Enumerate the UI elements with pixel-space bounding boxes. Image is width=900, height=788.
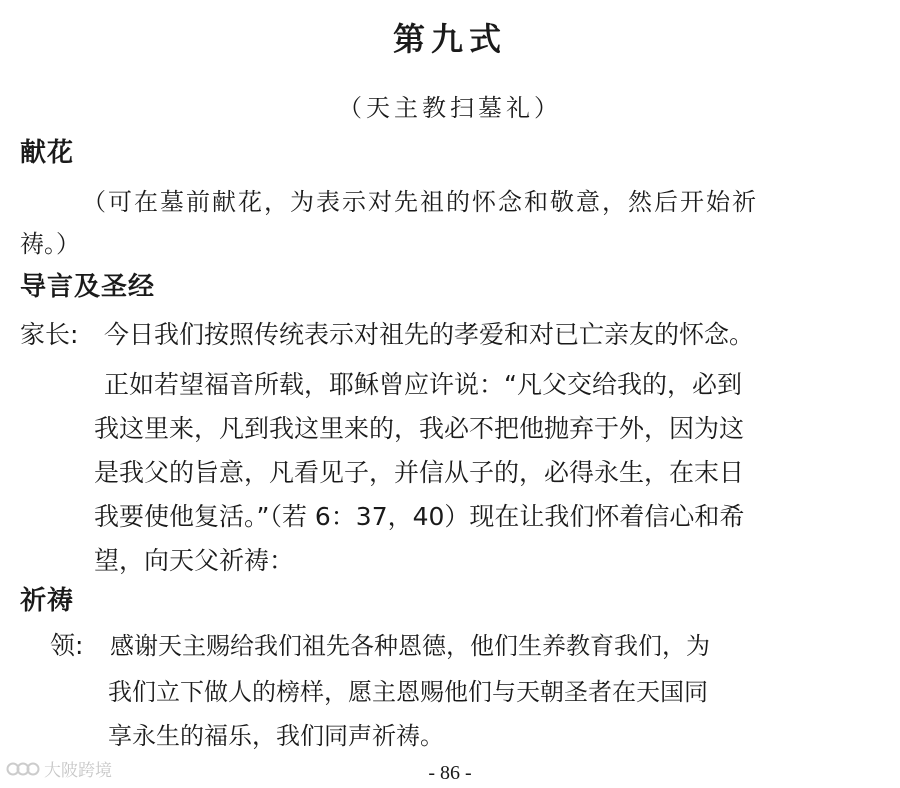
intro-text-line: 今日我们按照传统表示对祖先的孝爱和对已亡亲友的怀念。 — [104, 320, 755, 349]
logo-icon — [6, 758, 40, 780]
watermark — [6, 756, 112, 781]
watermark-text: 大陂跨境 — [44, 761, 112, 781]
page-subtitle: （天主教扫墓礼） — [338, 94, 562, 122]
section-heading-intro: 导言及圣经 — [20, 272, 156, 302]
intro-text-line: 我这里来，凡到我这里来的，我必不把他抛弃于外，因为这 — [94, 414, 745, 443]
intro-text-line: 我要使他复活。”（若 6：37，40）现在让我们怀着信心和希 — [94, 502, 745, 531]
speaker-label-family-head: 家长: — [20, 320, 79, 349]
flowers-text-line: 祷。） — [20, 230, 80, 258]
prayer-text-line: 享永生的福乐，我们同声祈祷。 — [108, 722, 444, 750]
prayer-text-line: 感谢天主赐给我们祖先各种恩德，他们生养教育我们，为 — [110, 632, 710, 660]
speaker-label-leader: 领: — [50, 631, 84, 660]
page-title: 第九式 — [392, 20, 507, 58]
prayer-text-line: 我们立下做人的榜样，愿主恩赐他们与天朝圣者在天国同 — [108, 678, 708, 706]
intro-text-line: 望，向天父祈祷： — [94, 546, 295, 575]
section-heading-flowers: 献花 — [20, 138, 75, 168]
intro-text-line: 正如若望福音所载，耶稣曾应许说：“凡父交给我的，必到 — [104, 370, 742, 399]
intro-text-line: 是我父的旨意，凡看见子，并信从子的，必得永生，在末日 — [94, 458, 745, 487]
page-number: - 86 - — [428, 762, 472, 784]
section-heading-prayer: 祈祷 — [20, 586, 75, 616]
flowers-text-line: （可在墓前献花，为表示对先祖的怀念和敬意，然后开始祈 — [82, 188, 758, 216]
